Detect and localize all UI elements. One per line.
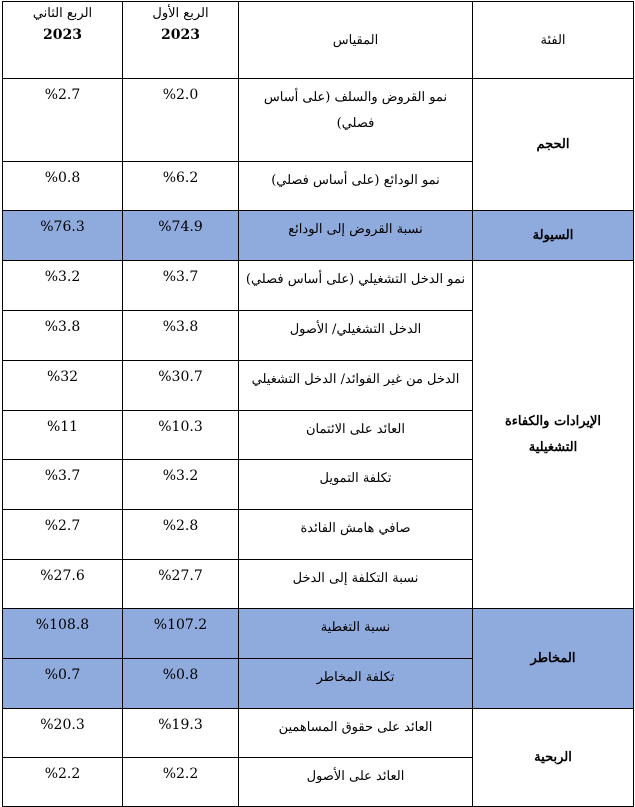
category-cell: الإيرادات والكفاءة التشغيلية xyxy=(473,261,634,609)
q2-value-cell: %0.8 xyxy=(3,162,123,211)
q2-value-cell: %2.7 xyxy=(3,510,123,560)
q2-value-cell: %3.8 xyxy=(3,311,123,361)
q2-value-cell: %0.7 xyxy=(3,659,123,709)
metric-cell: العائد على الأصول xyxy=(239,758,473,807)
header-q1 xyxy=(123,2,239,79)
table-row xyxy=(3,79,634,162)
category-cell: السيولة xyxy=(473,211,634,261)
q1-value-cell: %3.2 xyxy=(123,460,239,510)
table-row xyxy=(3,709,634,758)
metric-cell: نسبة التغطية xyxy=(239,609,473,659)
q2-value-cell: %11 xyxy=(3,411,123,460)
kpi-table xyxy=(2,1,634,807)
q1-value-cell: %74.9 xyxy=(123,211,239,261)
header-q1-year: 2023 xyxy=(161,27,200,43)
header-metric: المقياس xyxy=(239,2,473,79)
q1-value-cell: %3.7 xyxy=(123,261,239,311)
header-q1-label: الربع الأول xyxy=(152,6,209,21)
q1-value-cell: %10.3 xyxy=(123,411,239,460)
header-q2 xyxy=(3,2,123,79)
metric-cell: نمو الدخل التشغيلي (على أساس فصلي) xyxy=(239,261,473,311)
metric-cell: العائد على حقوق المساهمين xyxy=(239,709,473,758)
q1-value-cell: %0.8 xyxy=(123,659,239,709)
metric-cell: نسبة التكلفة إلى الدخل xyxy=(239,560,473,609)
table-row xyxy=(3,261,634,311)
q1-value-cell: %27.7 xyxy=(123,560,239,609)
q1-value-cell: %107.2 xyxy=(123,609,239,659)
q2-value-cell: %20.3 xyxy=(3,709,123,758)
q1-value-cell: %2.2 xyxy=(123,758,239,807)
q1-value-cell: %30.7 xyxy=(123,361,239,411)
header-category: الفئة xyxy=(473,2,634,79)
table-row xyxy=(3,211,634,261)
metric-cell: الدخل من غير الفوائد/ الدخل التشغيلي xyxy=(239,361,473,411)
q2-value-cell: %3.2 xyxy=(3,261,123,311)
metric-cell: تكلفة المخاطر xyxy=(239,659,473,709)
metric-cell: تكلفة التمويل xyxy=(239,460,473,510)
category-cell: الربحية xyxy=(473,709,634,807)
q2-value-cell: %32 xyxy=(3,361,123,411)
header-q2-label: الربع الثاني xyxy=(32,6,93,21)
header-row xyxy=(3,2,634,79)
metric-cell: نسبة القروض إلى الودائع xyxy=(239,211,473,261)
category-cell: المخاطر xyxy=(473,609,634,709)
metric-cell: العائد على الائتمان xyxy=(239,411,473,460)
q2-value-cell: %2.2 xyxy=(3,758,123,807)
q1-value-cell: %2.0 xyxy=(123,79,239,162)
metric-cell: نمو القروض والسلف (على أساس فصلي) xyxy=(239,79,473,162)
table-row xyxy=(3,609,634,659)
metric-cell: الدخل التشغيلي/ الأصول xyxy=(239,311,473,361)
metric-cell: نمو الودائع (على أساس فصلي) xyxy=(239,162,473,211)
q2-value-cell: %76.3 xyxy=(3,211,123,261)
header-q2-year: 2023 xyxy=(43,27,82,43)
q2-value-cell: %27.6 xyxy=(3,560,123,609)
q1-value-cell: %2.8 xyxy=(123,510,239,560)
q1-value-cell: %19.3 xyxy=(123,709,239,758)
q2-value-cell: %2.7 xyxy=(3,79,123,162)
metric-cell: صافي هامش الفائدة xyxy=(239,510,473,560)
table-body xyxy=(3,79,634,807)
q2-value-cell: %3.7 xyxy=(3,460,123,510)
q1-value-cell: %3.8 xyxy=(123,311,239,361)
q2-value-cell: %108.8 xyxy=(3,609,123,659)
q1-value-cell: %6.2 xyxy=(123,162,239,211)
category-cell: الحجم xyxy=(473,79,634,211)
